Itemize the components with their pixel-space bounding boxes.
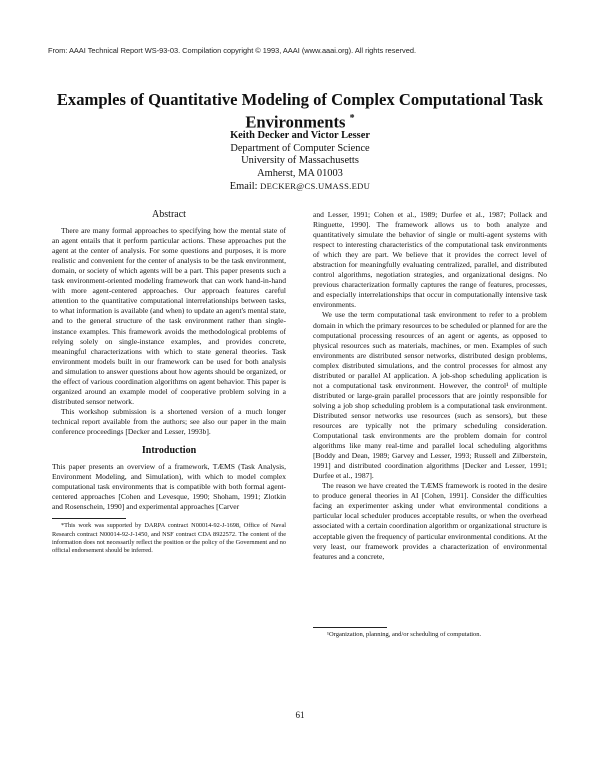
right-footnote-block: [313, 621, 547, 639]
introduction-heading: Introduction: [141, 445, 197, 457]
paper-title: [40, 90, 560, 132]
source-notice: From: AAAI Technical Report WS-93-03. Compilation copyright © 1993, AAAI (www.aaai.org). All rights reserved.: [48, 46, 417, 55]
right-column: [313, 210, 547, 562]
author-email-line: [100, 180, 500, 194]
page-number: 61: [295, 710, 305, 720]
footnote-divider: [52, 518, 126, 519]
footnote-divider: [313, 627, 387, 628]
author-block: [100, 130, 500, 194]
author-department: Department of Computer Science: [230, 142, 370, 154]
introduction-paragraph: This paper presents an overview of a framework, TÆMS (Task Analysis, Environment Modeling, and Simulation), with which to model complex computational task environments that is compatible with both formal agent-centered approaches [Cohen and Levesque, 1990; Shoham, 1991; Zlotkin and Rosenschein, 1990] and experimental approaches [Carver: [52, 462, 286, 512]
body-paragraph: We use the term computational task environment to refer to a problem domain in which the primary resources to be scheduled or planned for are the computational processing resources of an agent or agents, as opposed to physical resources such as materials, machines, or men. Examples of such environments are distributed sensor networks, distributed design problems, complex distributed simulations, and the control processes for almost any distributed or parallel AI application. A job-shop scheduling application is not a computational task environment. However, the control¹ of multiple distributed or large-grain parallel processors that are jointly responsible for solving a job shop scheduling problem is a computational task environment. Distributed sensor networks use resources (such as sensors), but these resources are typically not the primary scheduling consideration. Computational task environments are the problem domain for control algorithms like many real-time and parallel local scheduling algorithms [Boddy and Dean, 1989; Garvey and Lesser, 1993; Russell and Zilberstein, 1991] and distributed coordination algorithms [Decker and Lesser, 1991; Durfee et al., 1987].: [313, 310, 547, 481]
control-footnote: ¹Organization, planning, and/or scheduling of computation.: [327, 631, 482, 638]
abstract-paragraph: There are many formal approaches to specifying how the mental state of an agent entails that it perform particular actions. These approaches put the agent at the center of analysis. For some questions and purposes, it is more realistic and convenient for the center of analysis to be the task environment, domain, or society of which agents will be a part. This paper presents such a task environment-oriented modeling framework that can work hand-in-hand with more agent-centered approaches. Our approach features careful attention to the quantitative computational interrelationships between tasks, to what information is available (and when) to update an agent's mental state, and to the general structure of the task environment rather than single-instance examples. This framework avoids the methodological problems of relying solely on single-instance examples, and provides concrete, meaningful characterizations with which to state general theories. Task environment models built in our framework can be used for both analysis and simulation to answer questions about how agents should be organized, or the effect of various coordination algorithms on agent behavior. This paper is organized around an example model of cooperative problem solving in a distributed sensor network.: [52, 226, 286, 406]
body-paragraph: and Lesser, 1991; Cohen et al., 1989; Durfee et al., 1987; Pollack and Ringuette, 1990]. The framework allows us to both analyze and quantitatively simulate the behavior of single or multi-agent systems with respect to interesting characteristics of the computational task environments of which they are part. We believe that it provides the correct level of abstraction for meaningfully evaluating centralized, parallel, and distributed control algorithms, negotiation strategies, and organizational designs. No previous characterization formally captures the range of features, processes, and especially interrelationships that occur in computationally intensive task environments.: [313, 210, 547, 310]
email-label: Email:: [229, 181, 258, 193]
author-city: Amherst, MA 01003: [257, 167, 343, 179]
author-names: Keith Decker and Victor Lesser: [230, 130, 370, 141]
title-footnote-mark: *: [349, 113, 355, 124]
funding-footnote: *This work was supported by DARPA contract N00014-92-J-1698, Office of Naval Research contract N00014-92-J-1450, and NSF contract CDA 8922572. The content of the information does not necessarily reflect the position or the policy of the Government and no official endorsement should be inferred.: [52, 522, 286, 555]
body-paragraph: The reason we have created the TÆMS framework is rooted in the desire to produce general theories in AI [Cohen, 1991]. Consider the difficulties facing an experimenter asking under what environmental conditions a particular local scheduler produces acceptable results, or when the overhead associated with a certain coordination algorithm or organizational structure is acceptable given the frequency of particular environmental conditions. At the very least, our framework provides a characterization of environmental features and a concrete,: [313, 481, 547, 561]
author-email: DECKER@CS.UMASS.EDU: [260, 181, 371, 192]
abstract-heading: Abstract: [152, 209, 186, 220]
author-university: University of Massachusetts: [241, 155, 359, 167]
abstract-note-paragraph: This workshop submission is a shortened version of a much longer technical report available from the authors; see also our paper in the main conference proceedings [Decker and Lesser, 1993b].: [52, 406, 286, 436]
paper-title-text: Examples of Quantitative Modeling of Complex Computational Task Environments: [56, 90, 544, 132]
left-column: [52, 210, 286, 556]
